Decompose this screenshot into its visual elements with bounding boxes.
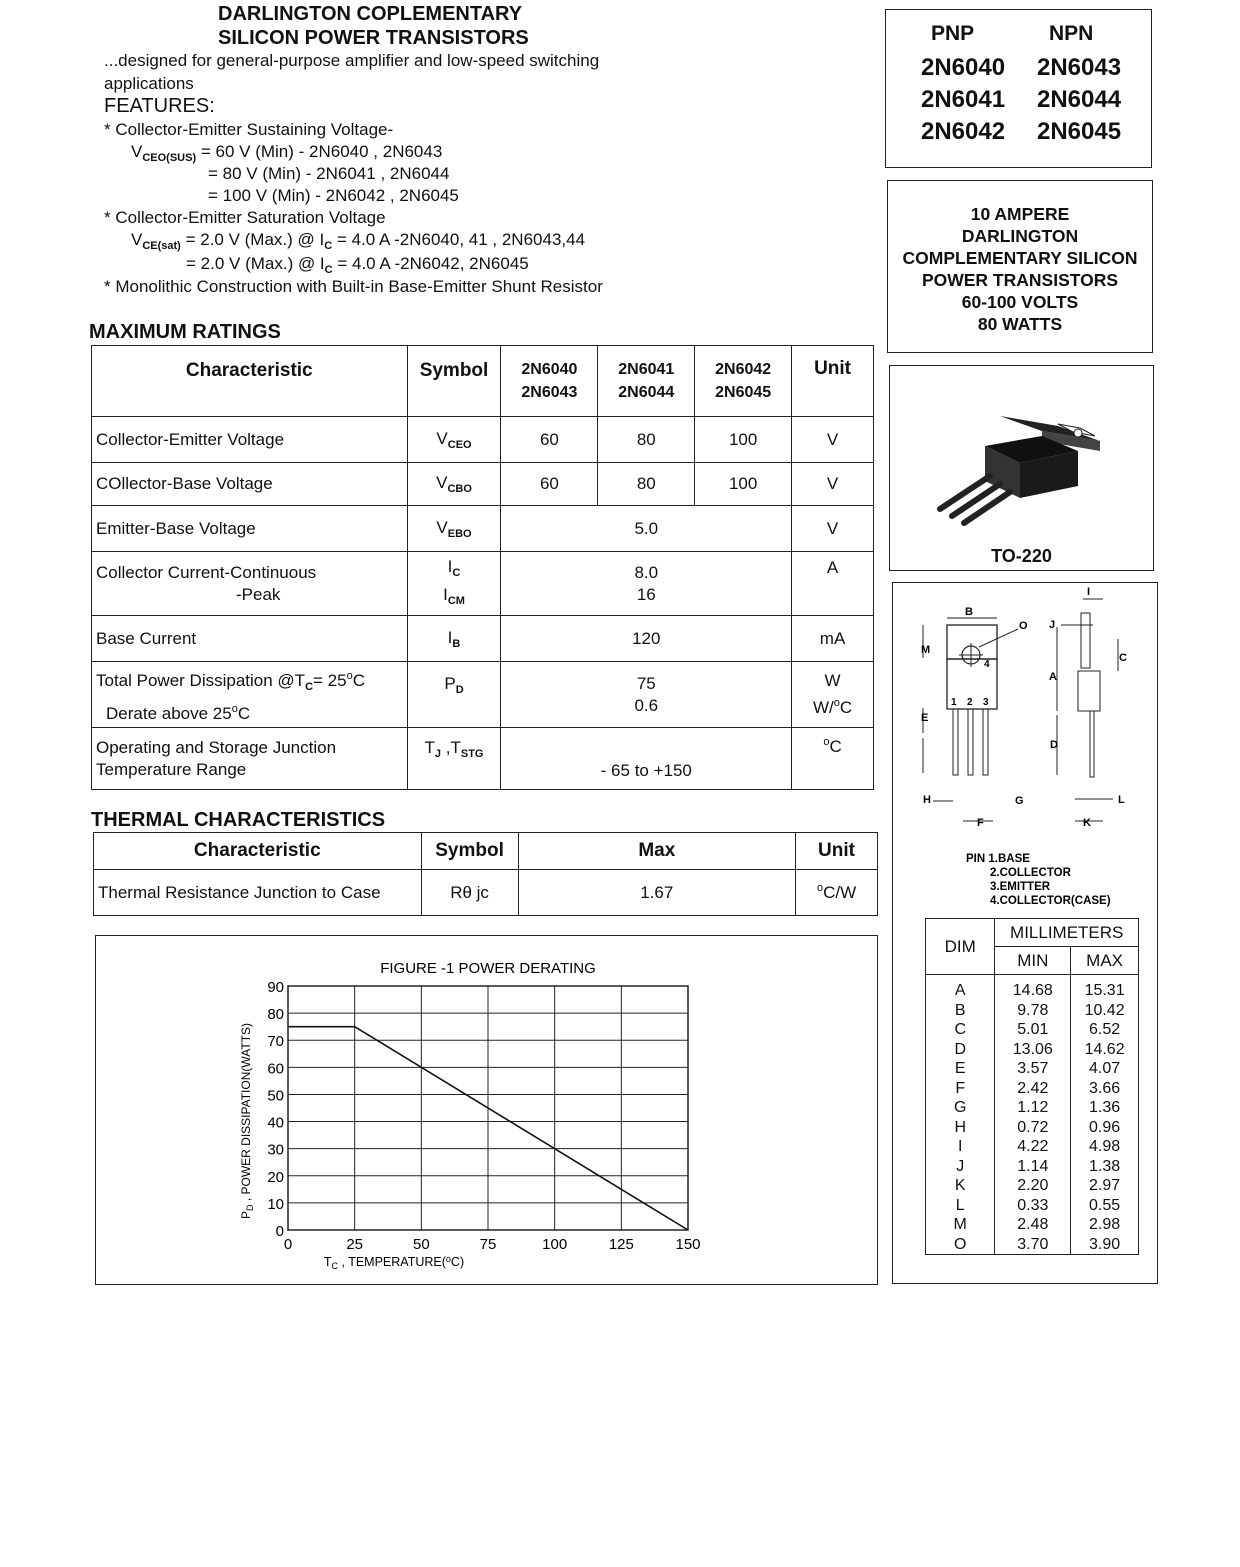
feature-2-title: * Collector-Emitter Saturation Voltage <box>104 208 386 227</box>
pin-number: 4 <box>984 659 990 670</box>
table-header-row <box>92 346 874 417</box>
x-tick-label: 75 <box>479 1236 497 1253</box>
row-characteristic: Total Power Dissipation $@T_C= 25^oC$ Derate above 25$^o$C <box>92 662 408 728</box>
dim-max: 2.98 <box>1071 1215 1139 1235</box>
table-header-row <box>94 833 878 870</box>
dim-letter: O <box>953 1235 967 1253</box>
table-row <box>926 1157 1139 1177</box>
header-characteristic: Characteristic <box>92 346 408 417</box>
dim-min: 1.12 <box>995 1098 1071 1118</box>
row-symbol: $I_C$ $I_{CM}$ <box>407 552 501 616</box>
row-value: 5.0 <box>501 506 792 552</box>
dim-max: 4.98 <box>1071 1137 1139 1157</box>
feature-2-line2: = 2.0 V (Max.) @ $I_C = 4.0$ A -2N6042, 2N6045 <box>186 254 529 276</box>
dim-min: 0.72 <box>995 1118 1071 1138</box>
header-characteristic: Characteristic <box>94 833 422 870</box>
row-unit: V <box>792 506 874 552</box>
y-tick-label: 80 <box>267 1006 284 1024</box>
y-axis-label: $P_D$ , POWER DISSIPATION(WATTS) <box>239 1022 255 1220</box>
row-characteristic: Thermal Resistance Junction to Case <box>94 870 422 916</box>
pin-number: 1 <box>951 697 957 708</box>
summary-line: 80 WATTS <box>977 314 1063 334</box>
row-value: 8.0 16 <box>501 552 792 616</box>
table-row <box>94 870 878 916</box>
dim-min: 2.48 <box>995 1215 1071 1235</box>
table-row <box>926 1235 1139 1255</box>
summary-line: POWER TRANSISTORS <box>921 270 1119 290</box>
header-unit: Unit <box>792 346 874 417</box>
dim-letter: K <box>954 1177 966 1194</box>
pin-legend-2: 2.COLLECTOR <box>990 867 1071 879</box>
pnp-part: 2N6041 <box>921 86 1006 113</box>
npn-part: 2N6045 <box>1037 118 1122 145</box>
row-unit: $^o$C/W <box>796 870 878 916</box>
row-unit: V <box>792 463 874 506</box>
dim-letter: M <box>953 1216 967 1233</box>
y-tick-label: 90 <box>267 979 284 996</box>
x-tick-label: 150 <box>675 1236 701 1253</box>
package-box <box>889 365 1154 571</box>
max-ratings-table <box>91 345 874 790</box>
header-symbol: Symbol <box>421 833 518 870</box>
dim-label-g: G <box>1015 795 1024 807</box>
y-tick-label: 10 <box>267 1195 284 1213</box>
dim-min: 4.22 <box>995 1137 1071 1157</box>
header-max: Max <box>518 833 796 870</box>
table-row <box>926 1215 1139 1235</box>
row-value: 120 <box>501 616 792 662</box>
summary-box <box>887 180 1153 353</box>
npn-label: NPN <box>1049 22 1094 45</box>
dim-min: 1.14 <box>995 1157 1071 1177</box>
row-value: 60 <box>501 463 598 506</box>
dim-label-e: E <box>921 712 929 724</box>
dim-max: 1.38 <box>1071 1157 1139 1177</box>
dim-letter: G <box>953 1099 967 1116</box>
dim-label-l: L <box>1118 794 1125 806</box>
dim-min: 9.78 <box>995 1001 1071 1021</box>
dim-letter: F <box>955 1079 966 1097</box>
npn-part: 2N6043 <box>1037 54 1122 81</box>
dim-label-j: J <box>1049 619 1056 631</box>
row-value: - 65 to +150 <box>501 728 792 790</box>
dim-letter: I <box>957 1138 963 1155</box>
row-characteristic: Collector Current-Continuous -Peak <box>92 552 408 616</box>
chart-box <box>95 935 878 1285</box>
feature-3: * Monolithic Construction with Built-in Base-Emitter Shunt Resistor <box>104 277 603 296</box>
part-number-box <box>885 9 1152 168</box>
outline-box <box>892 582 1158 1284</box>
dim-letter: L <box>955 1196 965 1214</box>
table-row <box>926 1176 1139 1196</box>
table-row <box>926 1098 1139 1118</box>
dim-max: 3.90 <box>1071 1235 1139 1255</box>
pin-legend-4: 4.COLLECTOR(CASE) <box>990 895 1111 907</box>
table-row <box>92 552 874 616</box>
feature-2-line1: $V_{CE(sat)} = 2.0$ V (Max.) @ $I_C = 4.0$ A -2N6040, 41 , 2N6043,44 <box>131 230 586 252</box>
dim-label-i: I <box>1087 586 1091 598</box>
pin-number: 2 <box>967 697 973 708</box>
dim-min: 13.06 <box>995 1040 1071 1060</box>
dim-letter: D <box>954 1040 966 1058</box>
row-value: 1.67 <box>518 870 796 916</box>
row-symbol: $I_B$ <box>407 616 501 662</box>
row-value: 60 <box>501 417 598 463</box>
x-tick-label: 50 <box>412 1236 430 1253</box>
header-dim: DIM <box>926 919 995 975</box>
table-row <box>926 1020 1139 1040</box>
row-symbol: Rθ jc <box>421 870 518 916</box>
header-millimeters: MILLIMETERS <box>995 919 1139 947</box>
y-tick-label: 60 <box>267 1060 284 1078</box>
dim-label-h: H <box>923 794 931 806</box>
dim-label-b: B <box>965 606 973 618</box>
summary-line: DARLINGTON <box>961 226 1079 246</box>
dim-min: 3.57 <box>995 1059 1071 1079</box>
row-value: 100 <box>695 417 792 463</box>
table-row <box>926 1137 1139 1157</box>
summary-line: 60-100 VOLTS <box>961 292 1079 312</box>
thermal-table <box>93 832 878 916</box>
pnp-part: 2N6040 <box>921 54 1006 81</box>
thermal-heading: THERMAL CHARACTERISTICS <box>91 809 386 831</box>
power-derating-chart <box>96 936 879 1286</box>
dim-min: 5.01 <box>995 1020 1071 1040</box>
max-ratings-heading: MAXIMUM RATINGS <box>89 321 281 343</box>
feature-1-line3: = 100 V (Min) - 2N6042 , 2N6045 <box>208 186 459 205</box>
dim-min: 2.20 <box>995 1176 1071 1196</box>
row-unit: V <box>792 417 874 463</box>
row-unit: W W/$^o$C <box>792 662 874 728</box>
dim-max: 10.42 <box>1071 1001 1139 1021</box>
dim-max: 4.07 <box>1071 1059 1139 1079</box>
x-tick-label: 125 <box>608 1236 634 1253</box>
table-row <box>926 1001 1139 1021</box>
row-value: 80 <box>598 417 695 463</box>
table-row <box>92 728 874 790</box>
header-col1: 2N6040 2N6043 <box>501 346 598 417</box>
y-tick-label: 50 <box>267 1087 284 1105</box>
dim-label-a: A <box>1049 671 1057 683</box>
header-min: MIN <box>995 947 1071 975</box>
table-row <box>92 616 874 662</box>
row-value: 100 <box>695 463 792 506</box>
y-tick-label: 40 <box>267 1114 284 1132</box>
dim-letter: C <box>954 1021 966 1038</box>
dim-max: 14.62 <box>1071 1040 1139 1060</box>
row-characteristic: Emitter-Base Voltage <box>92 506 408 552</box>
chart-title: FIGURE -1 POWER DERATING <box>380 960 596 977</box>
y-tick-label: 20 <box>267 1168 284 1186</box>
pin-legend-3: 3.EMITTER <box>990 881 1051 893</box>
summary-line: COMPLEMENTARY SILICON <box>902 248 1138 268</box>
table-row <box>926 1196 1139 1216</box>
table-row <box>926 1118 1139 1138</box>
dim-max: 15.31 <box>1071 975 1139 1001</box>
y-tick-label: 0 <box>275 1223 284 1240</box>
dimensions-table <box>925 918 1139 1255</box>
pin-legend-1: PIN 1.BASE <box>966 853 1030 865</box>
dim-max: 2.97 <box>1071 1176 1139 1196</box>
row-characteristic: COllector-Base Voltage <box>92 463 408 506</box>
table-row <box>92 662 874 728</box>
dim-label-o: O <box>1019 620 1028 632</box>
table-row <box>926 975 1139 1001</box>
description-line2: applications <box>104 74 194 93</box>
row-unit: mA <box>792 616 874 662</box>
dim-max: 0.96 <box>1071 1118 1139 1138</box>
x-tick-label: 100 <box>542 1236 568 1253</box>
row-characteristic: Base Current <box>92 616 408 662</box>
header-symbol: Symbol <box>407 346 501 417</box>
pin-number: 3 <box>983 697 989 708</box>
row-symbol: $V_{EBO}$ <box>407 506 501 552</box>
dim-letter: B <box>954 1001 966 1019</box>
to220-package-image <box>930 406 1110 526</box>
row-symbol: $V_{CEO}$ <box>407 417 501 463</box>
row-characteristic: Operating and Storage Junction Temperature Range <box>92 728 408 790</box>
dim-label-m: M <box>921 644 931 656</box>
pnp-label: PNP <box>931 22 975 45</box>
y-tick-label: 70 <box>267 1033 284 1051</box>
package-label: TO-220 <box>991 546 1052 566</box>
table-row <box>926 1059 1139 1079</box>
header-max: MAX <box>1071 947 1139 975</box>
dim-min: 2.42 <box>995 1079 1071 1099</box>
npn-part: 2N6044 <box>1037 86 1122 113</box>
dim-min: 0.33 <box>995 1196 1071 1216</box>
table-row <box>926 1040 1139 1060</box>
dim-max: 1.36 <box>1071 1098 1139 1118</box>
row-unit: $^o$C <box>792 728 874 790</box>
dim-letter: J <box>956 1157 965 1175</box>
dim-letter: E <box>954 1060 966 1077</box>
dim-label-c: C <box>1119 652 1127 664</box>
header-col3: 2N6042 2N6045 <box>695 346 792 417</box>
table-row <box>92 506 874 552</box>
x-axis-label: $T_C$ , TEMPERATURE($^o$C) <box>323 1254 465 1271</box>
row-value: 75 0.6 <box>501 662 792 728</box>
pnp-part: 2N6042 <box>921 118 1006 145</box>
row-symbol: $T_J$ $,T_{STG}$ <box>407 728 501 790</box>
dim-label-d: D <box>1050 739 1058 751</box>
row-symbol: $P_D$ <box>407 662 501 728</box>
row-characteristic: Collector-Emitter Voltage <box>92 417 408 463</box>
x-tick-label: 0 <box>283 1236 293 1253</box>
description-line1: ...designed for general-purpose amplifier and low-speed switching <box>104 51 600 70</box>
y-tick-label: 30 <box>267 1141 284 1159</box>
header-col2: 2N6041 2N6044 <box>598 346 695 417</box>
summary-line: 10 AMPERE <box>970 204 1070 224</box>
row-value: 80 <box>598 463 695 506</box>
doc-title-line2: SILICON POWER TRANSISTORS <box>218 27 529 49</box>
dim-max: 0.55 <box>1071 1196 1139 1216</box>
feature-1-line1: $V_{CEO(SUS)} = 60$ V (Min) - 2N6040 , 2N6043 <box>131 142 443 164</box>
header-unit: Unit <box>796 833 878 870</box>
feature-1-line2: = 80 V (Min) - 2N6041 , 2N6044 <box>208 164 450 183</box>
dimensions-body <box>926 975 1139 1255</box>
dim-max: 6.52 <box>1071 1020 1139 1040</box>
row-symbol: $V_{CBO}$ <box>407 463 501 506</box>
table-row <box>926 1079 1139 1099</box>
table-row <box>92 417 874 463</box>
dim-label-f: F <box>977 817 984 829</box>
dim-letter: H <box>954 1118 966 1136</box>
dim-min: 14.68 <box>995 975 1071 1001</box>
dim-min: 3.70 <box>995 1235 1071 1255</box>
table-row <box>92 463 874 506</box>
dim-letter: A <box>954 982 966 999</box>
x-tick-label: 25 <box>346 1236 364 1253</box>
row-unit: A <box>792 552 874 616</box>
feature-1-title: * Collector-Emitter Sustaining Voltage- <box>104 120 394 139</box>
dim-max: 3.66 <box>1071 1079 1139 1099</box>
dim-label-k: K <box>1083 817 1091 829</box>
features-label: FEATURES: <box>104 95 215 117</box>
outline-drawing <box>893 583 1159 913</box>
doc-title-line1: DARLINGTON COPLEMENTARY <box>218 3 523 25</box>
